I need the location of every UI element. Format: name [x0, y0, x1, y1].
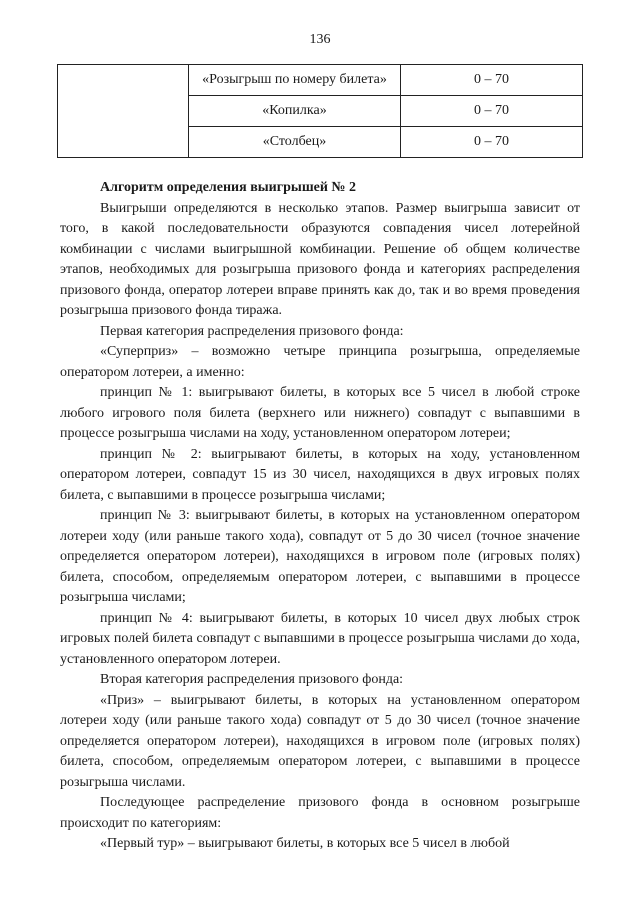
prize-category-table [57, 64, 583, 158]
page-number: 136 [309, 32, 331, 47]
table-cell-range: 0 – 70 [401, 65, 583, 96]
paragraph: Последующее распределение призового фонда в основном розыгрыше происходит по категориям: [60, 795, 580, 831]
table-cell-range: 0 – 70 [401, 127, 583, 158]
table-cell-range: 0 – 70 [401, 96, 583, 127]
paragraph: Вторая категория распределения призового фонда: [100, 672, 404, 687]
paragraph: «Суперприз» – возможно четыре принципа розыгрыша, определяемые оператором лотереи, а именно: [60, 344, 580, 380]
section-heading: Алгоритм определения выигрышей № 2 [100, 180, 356, 195]
paragraph: Первая категория распределения призового фонда: [100, 323, 404, 339]
table-cell-category: «Розыгрыш по номеру билета» [189, 65, 401, 96]
table-row [58, 65, 583, 96]
table-cell-empty [58, 65, 189, 158]
paragraph: принцип № 2: выигрывают билеты, в которых на ходу, установленном оператором лотереи, совпадут 15 из 30 чисел, находящихся в двух игровых полях билета, с выпавшими в процессе розыгрыша числами; [60, 446, 580, 503]
paragraph: принцип № 4: выигрывают билеты, в которых 10 чисел двух любых строк игровых полей билета совпадут с выпавшими в процессе розыгрыша числами до хода, установленного оператором лотереи. [60, 610, 580, 667]
paragraph: «Первый тур» – выигрывают билеты, в которых все 5 чисел в любой [100, 836, 510, 851]
paragraph: «Приз» – выигрывают билеты, в которых на установленном оператором лотереи ходу (или раньше такого хода) совпадут от 5 до 30 чисел (точное значение определяется оператором лотереи), находящихся в игровом поле (игровых полях) билета, способом, определяемым оператором лотереи, с выпавшими в процессе розыгрыша числами. [60, 692, 580, 790]
paragraph: принцип № 3: выигрывают билеты, в которых на установленном оператором лотереи ходу (или раньше такого хода), совпадут от 5 до 30 чисел (точное значение определяется оператором лотереи), находящихся в игровом поле (игровых полях) билета, способом, определяемым оператором лотереи, с выпавшими в процессе розыгрыша числами; [60, 508, 580, 605]
paragraph: принцип № 1: выигрывают билеты, в которых все 5 чисел в любой строке любого игрового поля билета (верхнего или нижнего) совпадут с выпавшими в процессе розыгрыша числами на ходу, установленном оператором лотереи; [60, 385, 580, 441]
paragraph: Выигрыши определяются в несколько этапов. Размер выигрыша зависит от того, в какой последовательности образуются совпадения чисел лотерейной комбинации с числами выигрышной комбинации. Решение об общем количестве этапов, необходимых для розыгрыша призового фонда и категориях распределения призового фонда, оператор лотереи вправе принять как до, так и во время проведения розыгрыша призового фонда тиража. [60, 200, 580, 318]
table-cell-category: «Столбец» [189, 127, 401, 158]
document-body [60, 178, 580, 855]
table-cell-category: «Копилка» [189, 96, 401, 127]
